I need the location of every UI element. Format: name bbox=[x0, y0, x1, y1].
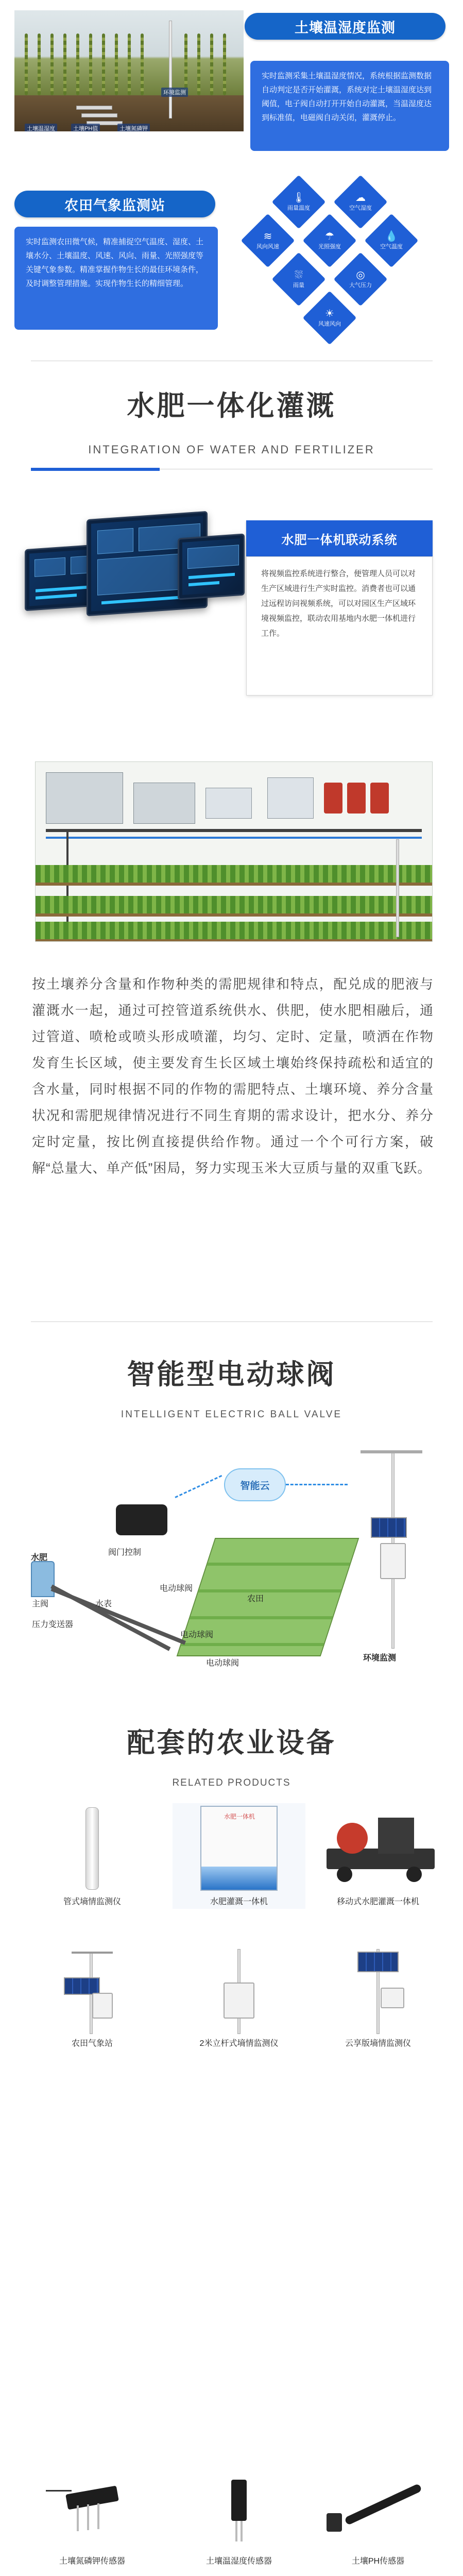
pressure-icon: ◎ bbox=[356, 269, 365, 281]
label-fertilizer: 水肥 bbox=[31, 1553, 48, 1562]
product-name: 2米立杆式墒情监测仪 bbox=[199, 2039, 279, 2048]
product-card-1[interactable] bbox=[26, 1803, 159, 1909]
photo-label-npk: 土壤氮磷钾 bbox=[117, 124, 150, 131]
param-1: 🌡 雨量温度 bbox=[287, 192, 310, 211]
photo-label-ph: 土壤PH值 bbox=[71, 124, 100, 131]
product-name: 水肥灌溉一体机 bbox=[210, 1897, 268, 1906]
product-name: 农田气象站 bbox=[71, 2039, 113, 2048]
product-name: 土壤PH传感器 bbox=[351, 2557, 405, 2566]
env-monitor-crossbar bbox=[361, 1450, 422, 1453]
integration-paragraph: 按土壤养分含量和作物种类的需肥规律和特点，配兑成的肥液与灌溉水一起，通过可控管道系统供水、供肥，使水肥相融后，通过管道、喷枪或喷头形成喷灌，均匀、定时、定量，喷洒在作物发育生长区域，使主要发育生长区域土壤始终保持疏松和适宜的含水量，同时根据不同的作物的需肥特点、土壤环境、养分含量状况和需肥规律情况进行不同生育期的需求设计，把水分、养分定时定量，按比例直接提供给作物。通过一个个可行方案，破解“总量大、单产低”困局，努力实现玉米大豆质与量的双重飞跃。 bbox=[32, 976, 434, 1176]
rainfall-icon: ⛆ bbox=[295, 269, 303, 281]
label-pressure: 压力变送器 bbox=[32, 1620, 74, 1629]
param-4: ☂ 光照强度 bbox=[318, 231, 341, 250]
param-5: 💧 空气温度 bbox=[380, 231, 403, 250]
param-7: ◎ 大气压力 bbox=[349, 269, 372, 289]
product-card-7[interactable] bbox=[26, 2463, 159, 2568]
product-name: 土壤温湿度传感器 bbox=[205, 2557, 272, 2566]
linkage-system-title: 水肥一体机联动系统 bbox=[246, 520, 433, 556]
soil-monitoring-photo bbox=[14, 10, 244, 131]
cabinet-title: 水肥一体机 bbox=[224, 1813, 255, 1820]
irrigation-system-diagram bbox=[35, 761, 433, 942]
integration-title: 水肥一体化灌溉 bbox=[127, 391, 336, 421]
valve-subtitle: INTELLIGENT ELECTRIC BALL VALVE bbox=[121, 1409, 342, 1420]
label-water-meter: 水表 bbox=[95, 1600, 112, 1608]
product-card-2[interactable] bbox=[173, 1803, 305, 1909]
param-6: ⛆ 雨量 bbox=[293, 269, 304, 289]
product-name: 移动式水肥灌溉一体机 bbox=[336, 1897, 419, 1906]
weather-station-title: 农田气象监测站 bbox=[14, 191, 215, 217]
droplet-icon: 💧 bbox=[385, 231, 398, 242]
products-title: 配套的农业设备 bbox=[127, 1727, 336, 1758]
product-card-5[interactable] bbox=[173, 1945, 305, 2050]
thermometer-icon: 🌡 bbox=[292, 192, 305, 204]
product-card-4[interactable] bbox=[26, 1945, 159, 2050]
param-3: ≋ 风向风速 bbox=[256, 231, 279, 250]
env-control-box bbox=[380, 1543, 406, 1579]
sun-icon: ☀ bbox=[325, 308, 334, 319]
photo-label-env: 环境监测 bbox=[161, 88, 188, 97]
product-name: 土壤氮磷钾传感器 bbox=[59, 2557, 125, 2566]
weather-parameters-diamond-grid bbox=[236, 173, 452, 348]
products-subtitle: RELATED PRODUCTS bbox=[172, 1777, 291, 1788]
product-name: 云享版墒情监测仪 bbox=[345, 2039, 411, 2048]
integration-subtitle: INTEGRATION OF WATER AND FERTILIZER bbox=[88, 443, 375, 456]
label-valve-control: 阀门控制 bbox=[108, 1548, 142, 1557]
label-ball-valve-3: 电动球阀 bbox=[206, 1659, 239, 1668]
soil-monitoring-description: 实时监测采集土壤温湿度情况，系统根据监测数据自动判定是否开始灌溉，系统对定土壤温湿度达到阈值，电子阀自动打开开始自动灌溉，当温湿度达到标准值，电磁阀自动关闭，灌溉停止。 bbox=[250, 61, 449, 151]
label-ball-valve-2: 电动球阀 bbox=[180, 1631, 214, 1639]
label-field: 农田 bbox=[247, 1595, 264, 1603]
rain-icon: ☂ bbox=[325, 231, 334, 242]
product-card-8[interactable] bbox=[173, 2463, 305, 2568]
smart-cloud-icon: 智能云 bbox=[224, 1468, 286, 1501]
label-main-pipe: 主阀 bbox=[32, 1600, 49, 1608]
product-name: 管式墒情监测仪 bbox=[63, 1897, 121, 1906]
valve-controller bbox=[116, 1504, 167, 1535]
product-card-9[interactable] bbox=[312, 2463, 444, 2568]
weather-station-description: 实时监测农田微气候，精准捕捉空气温度、湿度、土壤水分、土壤温度、风速、风向、雨量、光照强度等关键气象参数。精准掌握作物生长的最佳环境条件，及时调整管理措施。实现作物生长的精细管理。 bbox=[14, 227, 218, 330]
label-env-monitor: 环境监测 bbox=[363, 1654, 397, 1663]
wind-icon: ≋ bbox=[263, 231, 272, 242]
photo-label-soil-temp: 土壤温湿度 bbox=[25, 124, 57, 131]
product-card-3[interactable] bbox=[312, 1803, 444, 1909]
product-card-6[interactable] bbox=[312, 1945, 444, 2050]
env-solar-panel bbox=[371, 1517, 407, 1538]
valve-title: 智能型电动球阀 bbox=[127, 1359, 336, 1390]
soil-monitoring-title: 土壤温湿度监测 bbox=[245, 13, 445, 40]
param-8: ☀ 风速风向 bbox=[318, 308, 341, 327]
fertilizer-tank bbox=[31, 1561, 55, 1597]
linkage-system-description: 将视频监控系统进行整合，便管理人员可以对生产区域进行生产实时监控。消费者也可以通过远程访问视频系统，可以对园区生产区域环境视频监控，联动农用基地内水肥一体机进行工作。 bbox=[246, 556, 433, 696]
monitor-small-2 bbox=[178, 533, 245, 600]
cloud-icon: ☁ bbox=[355, 192, 366, 204]
label-ball-valve-1: 电动球阀 bbox=[160, 1584, 193, 1593]
param-2: ☁ 空气湿度 bbox=[349, 192, 372, 211]
